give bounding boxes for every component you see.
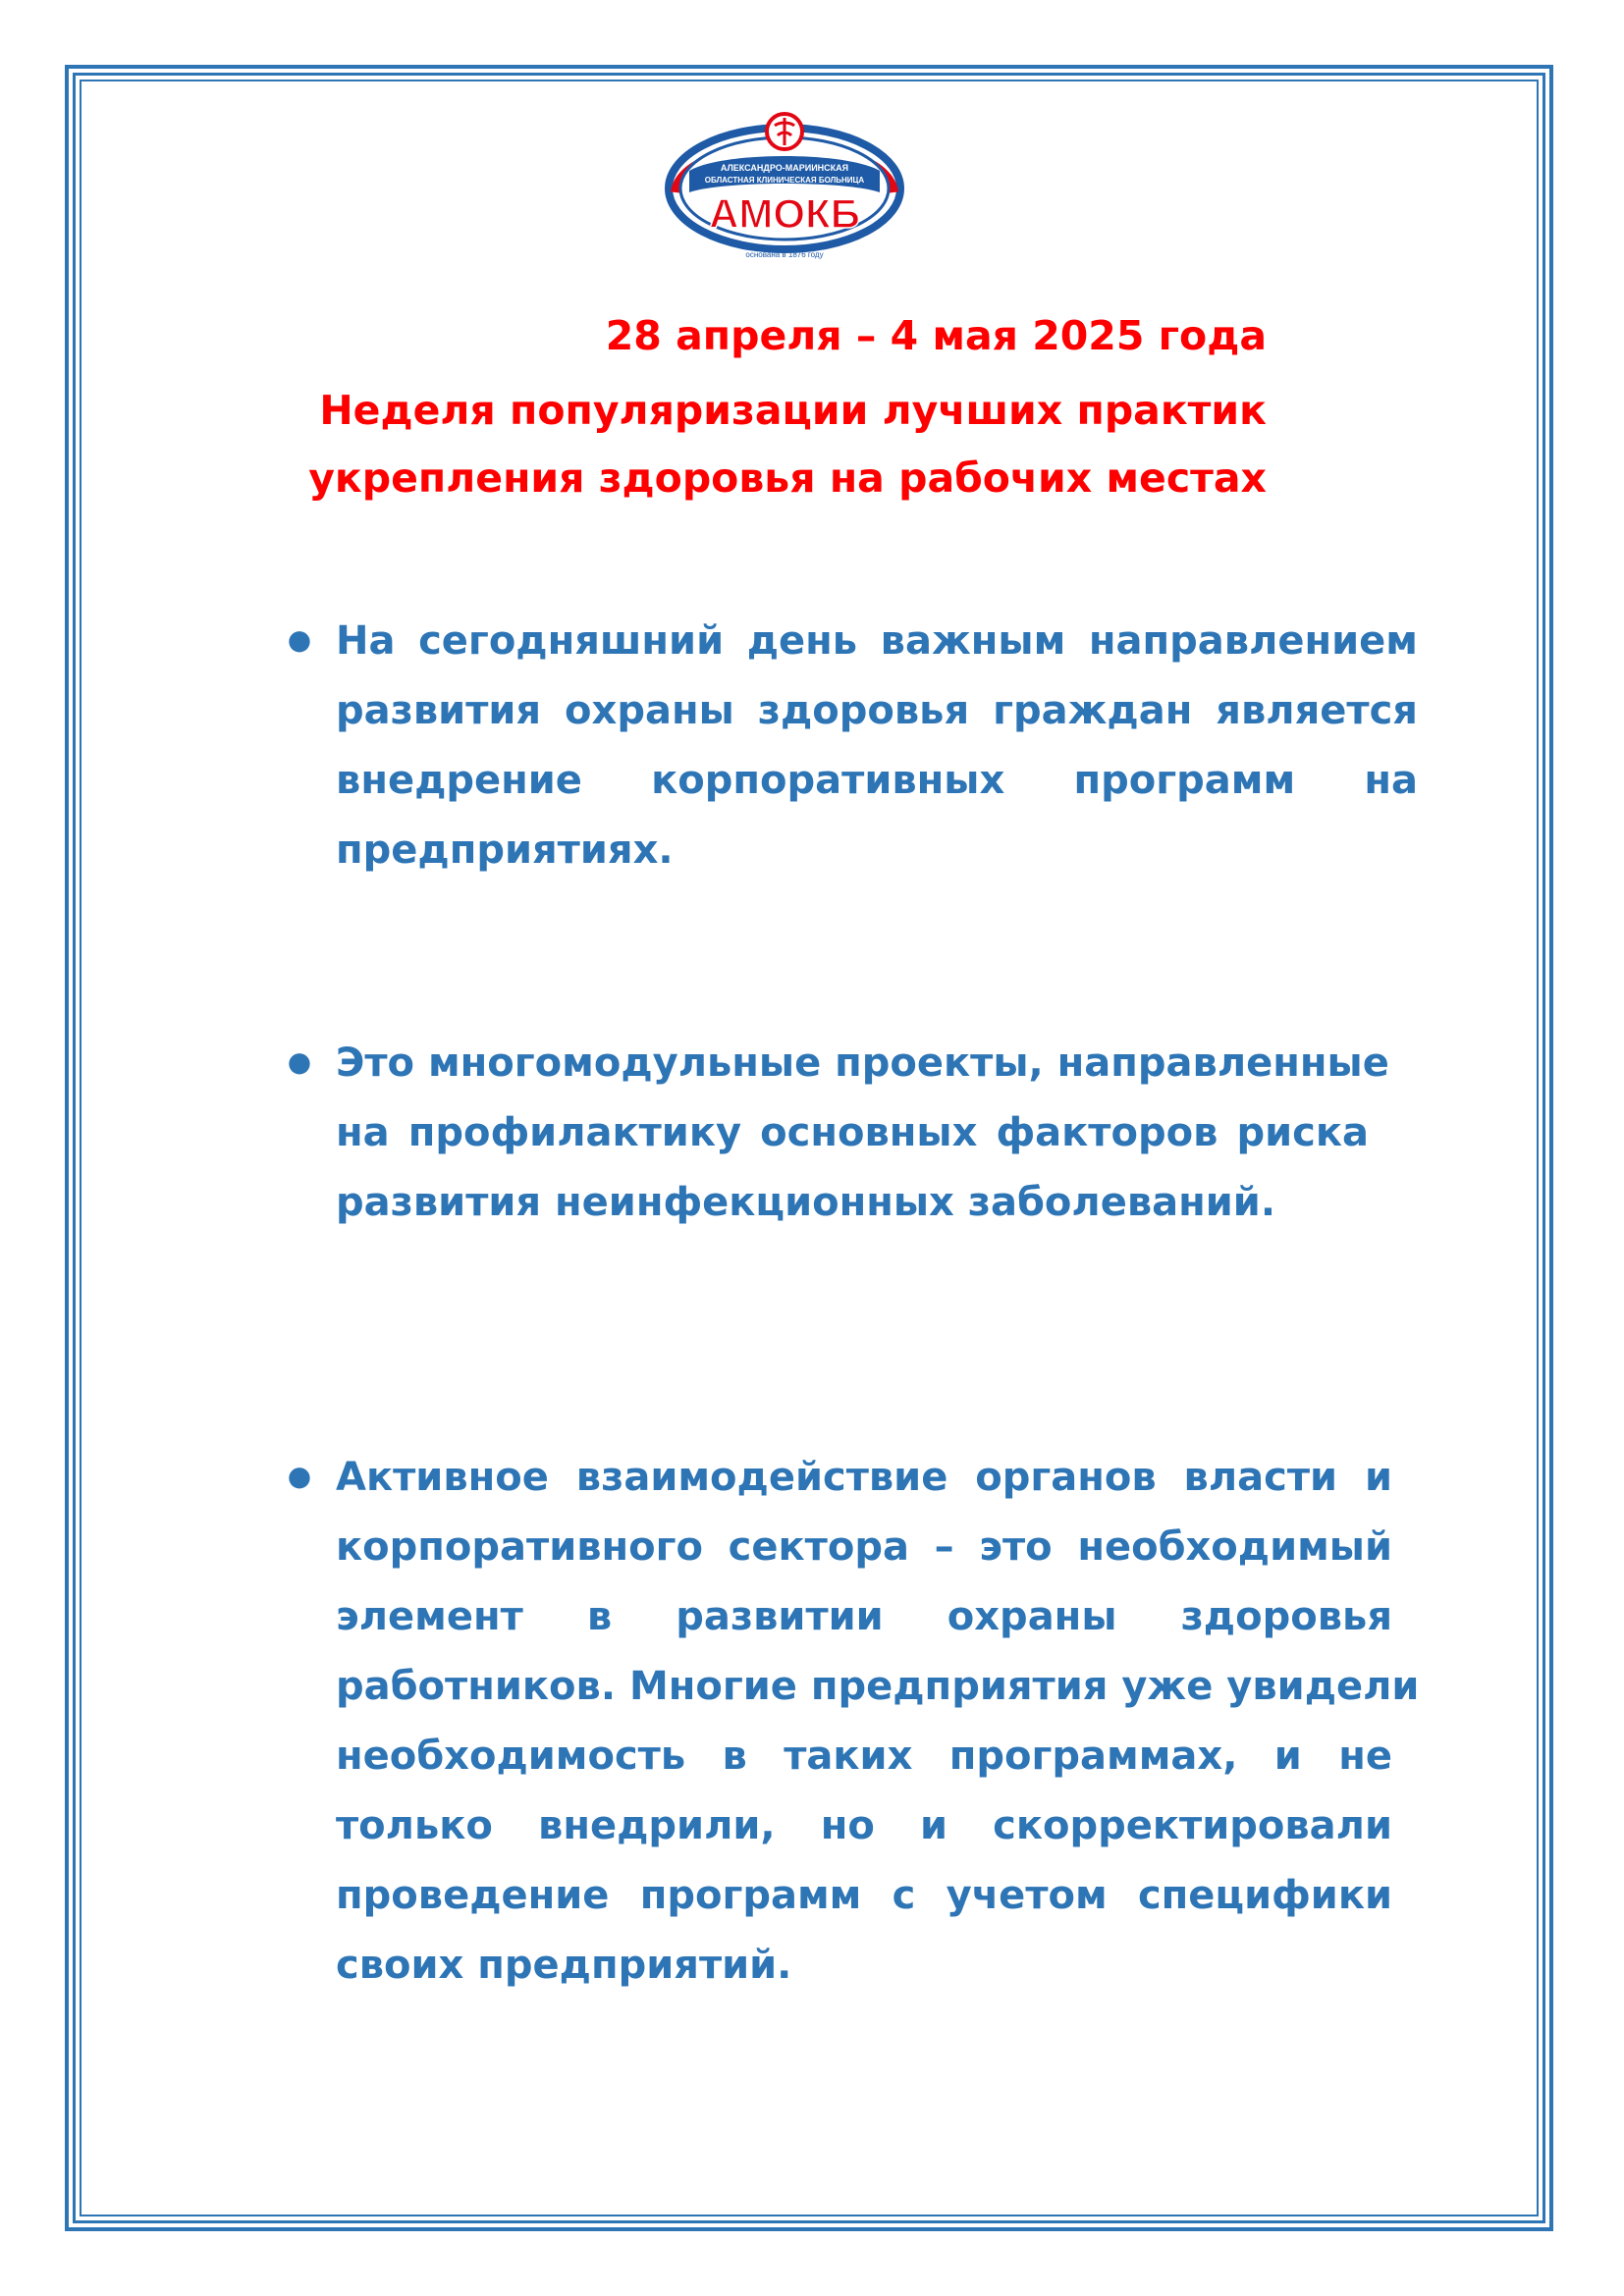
event-title-line1: Неделя популяризации лучших практик <box>319 387 1267 434</box>
paragraph-line: Активное взаимодействие органов власти и <box>336 1455 1392 1500</box>
event-title-line2: укрепления здоровья на рабочих местах <box>308 454 1267 502</box>
event-date: 28 апреля – 4 мая 2025 года <box>605 312 1267 359</box>
logo-founded: основана в 1876 году <box>745 250 824 259</box>
paragraph-line: Это многомодульные проекты, направленные <box>336 1041 1389 1086</box>
bullet-dot-icon: ● <box>287 623 312 656</box>
paragraph-2 <box>336 1029 1389 1238</box>
paragraph-line: развития неинфекционных заболеваний. <box>336 1180 1276 1225</box>
paragraph-line: на профилактику основных факторов риска <box>336 1110 1369 1155</box>
logo-line2: ОБЛАСТНАЯ КЛИНИЧЕСКАЯ БОЛЬНИЦА <box>704 176 865 185</box>
hospital-logo <box>664 102 905 279</box>
paragraph-line: только внедрили, но и скорректировали <box>336 1803 1392 1848</box>
paragraph-3 <box>336 1443 1420 2001</box>
paragraph-line: внедрение корпоративных программ на <box>336 758 1418 803</box>
paragraph-line: необходимость в таких программах, и не <box>336 1734 1392 1779</box>
paragraph-line: проведение программ с учетом специфики <box>336 1873 1392 1918</box>
paragraph-line: элемент в развитии охраны здоровья <box>336 1594 1392 1639</box>
paragraph-line: предприятиях. <box>336 828 674 873</box>
paragraph-line: корпоративного сектора – это необходимый <box>336 1524 1392 1570</box>
paragraph-line: работников. Многие предприятия уже увидели <box>336 1664 1420 1709</box>
bullet-dot-icon: ● <box>287 1460 312 1492</box>
paragraph-line: своих предприятий. <box>336 1943 792 1988</box>
bullet-dot-icon: ● <box>287 1045 312 1078</box>
paragraph-line: развития охраны здоровья граждан является <box>336 688 1418 733</box>
logo-acronym: АМОКБ <box>709 190 860 237</box>
logo-line1: АЛЕКСАНДРО-МАРИИНСКАЯ <box>720 163 849 173</box>
paragraph-1 <box>336 607 1418 885</box>
paragraph-line: На сегодняшний день важным направлением <box>336 618 1418 664</box>
